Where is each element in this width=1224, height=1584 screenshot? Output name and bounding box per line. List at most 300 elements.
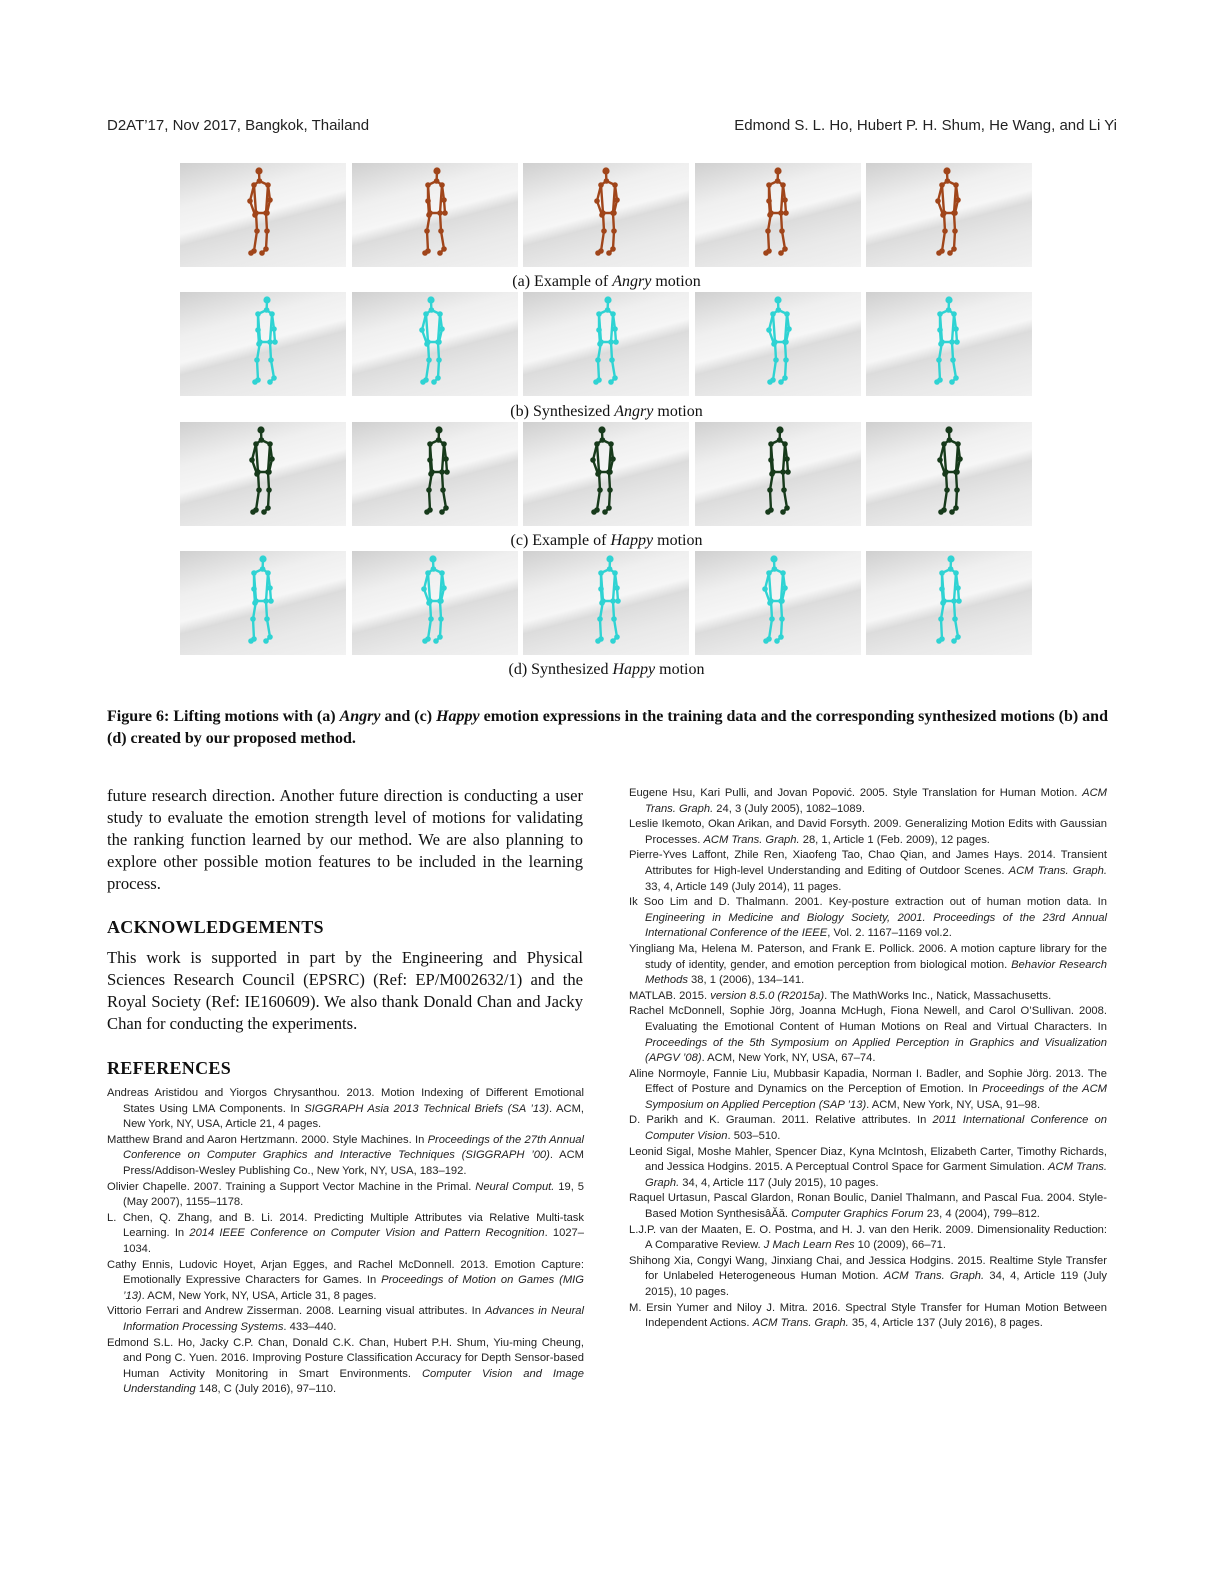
motion-frame-image <box>695 163 861 267</box>
skeleton-joint <box>612 182 618 188</box>
skeleton-joint <box>947 555 954 562</box>
skeleton-joint <box>775 178 781 184</box>
skeleton-joint <box>597 616 603 622</box>
skeleton-joint <box>606 505 612 511</box>
skeleton-joint <box>594 198 600 204</box>
skeleton-joint <box>422 250 428 256</box>
skeleton-joint <box>591 509 597 515</box>
skeleton-joint <box>778 250 784 256</box>
running-header-authors: Edmond S. L. Ho, Hubert P. H. Shum, He Wang, and Li Yi <box>734 117 1117 134</box>
skeleton-joint <box>769 616 775 622</box>
skeleton-joint <box>949 509 955 515</box>
skeleton-figure <box>866 422 1032 526</box>
skeleton-bone <box>256 490 259 510</box>
skeleton-joint <box>783 357 789 363</box>
skeleton-joint <box>953 505 959 511</box>
skeleton-joint <box>780 570 786 576</box>
skeleton-joint <box>263 598 269 604</box>
skeleton-joint <box>612 570 618 576</box>
skeleton-joint <box>429 469 435 475</box>
skeleton-joint <box>595 357 601 363</box>
skeleton-joint <box>611 616 617 622</box>
skeleton-joint <box>779 616 785 622</box>
motion-frame-image <box>352 551 518 655</box>
skeleton-joint <box>935 198 941 204</box>
skeleton-joint <box>943 167 950 174</box>
skeleton-bone <box>601 185 603 213</box>
skeleton-figure <box>866 551 1032 655</box>
skeleton-joint <box>267 634 273 640</box>
skeleton-joint <box>601 228 607 234</box>
skeleton-joint <box>955 197 961 203</box>
skeleton-joint <box>435 339 441 345</box>
skeleton-joint <box>774 638 780 644</box>
skeleton-joint <box>952 228 958 234</box>
skeleton-joint <box>937 457 943 463</box>
skeleton-bone <box>773 360 776 380</box>
skeleton-bone <box>769 573 771 601</box>
skeleton-joint <box>608 441 614 447</box>
skeleton-joint <box>255 469 261 475</box>
skeleton-joint <box>766 570 772 576</box>
skeleton-joint <box>249 457 255 463</box>
skeleton-joint <box>255 311 261 317</box>
motion-frame-image <box>695 422 861 526</box>
skeleton-bone <box>429 490 430 510</box>
skeleton-joint <box>429 307 435 313</box>
skeleton-joint <box>606 469 612 475</box>
skeleton-joint <box>422 638 428 644</box>
skeleton-bone <box>426 360 429 380</box>
skeleton-joint <box>437 311 443 317</box>
skeleton-bone <box>428 619 431 639</box>
skeleton-joint <box>264 307 270 313</box>
skeleton-joint <box>423 311 429 317</box>
skeleton-joint <box>427 296 434 303</box>
skeleton-joint <box>784 505 790 511</box>
reference-entry: Yingliang Ma, Helena M. Paterson, and Frank E. Pollick. 2006. A motion capture library for the study of identity, gender, and emotion perception from biological motion. Behavior Research Methods 38, 1 (2006), 134–141. <box>629 942 1107 987</box>
subfigure-row <box>180 292 1033 396</box>
skeleton-joint <box>766 182 772 188</box>
skeleton-joint <box>439 469 445 475</box>
skeleton-joint <box>936 250 942 256</box>
figure-caption: Figure 6: Lifting motions with (a) Angry and (c) Happy emotion expressions in the training data and the corresponding synthesized motions (b) and (d) created by our proposed method. <box>107 708 1108 747</box>
reference-entry: Matthew Brand and Aaron Hertzmann. 2000. Style Machines. In Proceedings of the 27th Annual Conference on Computer Graphics and Interactive Techniques (SIGGRAPH ’00). ACM Press/Addison-Wesley Publishing Co., New York, NY, USA, 183–192. <box>107 1133 584 1177</box>
skeleton-joint <box>610 456 616 462</box>
skeleton-joint <box>778 634 784 640</box>
skeleton-joint <box>271 326 277 332</box>
skeleton-joint <box>267 339 273 345</box>
skeleton-joint <box>259 555 266 562</box>
skeleton-joint <box>434 178 440 184</box>
motion-frame-image <box>352 292 518 396</box>
skeleton-joint <box>780 509 786 515</box>
skeleton-joint <box>784 456 790 462</box>
skeleton-figure <box>180 422 346 526</box>
subfigure-row <box>180 422 1033 526</box>
reference-entry: Rachel McDonnell, Sophie Jörg, Joanna McHugh, Fiona Newell, and Carol O’Sullivan. 2008. Evaluating the Emotional Content of Human Motions on Real and Virtual Characters. In Proceedings of the 5th Symposium on Applied Perception in Graphics and Visualization (APGV ’08). ACM, New York, NY, USA, 67–74. <box>629 1005 1107 1065</box>
skeleton-joint <box>955 585 961 591</box>
skeleton-joint <box>427 457 433 463</box>
subfigure-caption: (b) Synthesized Angry motion <box>510 403 703 420</box>
subfigure-caption: (a) Example of Angry motion <box>512 273 701 290</box>
skeleton-joint <box>608 379 614 385</box>
skeleton-figure <box>523 551 689 655</box>
skeleton-joint <box>614 585 620 591</box>
skeleton-joint <box>437 598 443 604</box>
references-left-column <box>107 1086 584 1398</box>
skeleton-bone <box>941 619 942 639</box>
skeleton-joint <box>934 379 940 385</box>
reference-entry: Andreas Aristidou and Yiorgos Chrysanthou. 2013. Motion Indexing of Different Emotional States Using LMA Components. In SIGGRAPH Asia 2013 Technical Briefs (SA ’13). ACM, New York, NY, USA, Article 21, 4 pages. <box>107 1087 585 1131</box>
skeleton-joint <box>950 357 956 363</box>
skeleton-joint <box>946 307 952 313</box>
skeleton-joint <box>785 469 791 475</box>
skeleton-joint <box>595 638 601 644</box>
skeleton-joint <box>254 357 260 363</box>
acknowledgements-heading: ACKNOWLEDGEMENTS <box>107 917 324 937</box>
acknowledgements-text: This work is supported in part by the Engineering and Physical Sciences Research Council (EPSRC) (Ref: EP/M002632/1) and the Royal Society (Ref: IE160609). We also thank Donald Chan and Jacky Chan for conducting the experiments. <box>107 948 583 1033</box>
skeleton-joint <box>953 326 959 332</box>
skeleton-joint <box>437 210 443 216</box>
subfigure-caption: (c) Example of Happy motion <box>510 532 703 549</box>
skeleton-joint <box>256 487 262 493</box>
skeleton-joint <box>939 586 945 592</box>
skeleton-joint <box>610 598 616 604</box>
skeleton-joint <box>768 457 774 463</box>
skeleton-joint <box>426 487 432 493</box>
skeleton-joint <box>252 379 258 385</box>
skeleton-joint <box>937 311 943 317</box>
skeleton-figure <box>352 163 518 267</box>
skeleton-joint <box>253 210 259 216</box>
skeleton-joint <box>766 198 772 204</box>
reference-entry: Shihong Xia, Congyi Wang, Jinxiang Chai, and Jessica Hodgins. 2015. Realtime Style Transfer for Unlabeled Heterogeneous Human Motion. ACM Trans. Graph. 34, 4, Article 119 (July 2015), 10 pages. <box>629 1254 1108 1298</box>
skeleton-joint <box>442 210 448 216</box>
skeleton-joint <box>606 555 613 562</box>
skeleton-joint <box>425 570 431 576</box>
skeleton-joint <box>595 250 601 256</box>
skeleton-joint <box>264 228 270 234</box>
skeleton-joint <box>786 326 792 332</box>
subfigure-row <box>180 163 1033 267</box>
skeleton-joint <box>610 311 616 317</box>
skeleton-joint <box>600 437 606 443</box>
skeleton-joint <box>610 638 616 644</box>
skeleton-joint <box>251 182 257 188</box>
skeleton-joint <box>251 570 257 576</box>
reference-entry: Leslie Ikemoto, Okan Arikan, and David Forsyth. 2009. Generalizing Motion Edits with Gaussian Processes. ACM Trans. Graph. 28, 1, Article 1 (Feb. 2009), 12 pages. <box>629 818 1107 846</box>
skeleton-joint <box>264 616 270 622</box>
skeleton-joint <box>939 570 945 576</box>
skeleton-joint <box>437 250 443 256</box>
motion-frame-image <box>695 551 861 655</box>
skeleton-joint <box>612 326 618 332</box>
skeleton-joint <box>265 505 271 511</box>
skeleton-joint <box>438 228 444 234</box>
skeleton-figure <box>180 163 346 267</box>
skeleton-joint <box>425 339 431 345</box>
skeleton-joint <box>782 339 788 345</box>
skeleton-bone <box>254 185 256 213</box>
skeleton-joint <box>247 198 253 204</box>
motion-frame-image <box>352 422 518 526</box>
skeleton-joint <box>260 566 266 572</box>
skeleton-joint <box>439 509 445 515</box>
skeleton-joint <box>444 469 450 475</box>
reference-entry: M. Ersin Yumer and Niloy J. Mitra. 2016. Spectral Style Transfer for Human Motion Between Independent Actions. ACM Trans. Graph. 35, 4, Article 137 (July 2016), 8 pages. <box>629 1301 1107 1330</box>
skeleton-joint <box>955 634 961 640</box>
skeleton-joint <box>613 339 619 345</box>
skeleton-joint <box>778 379 784 385</box>
skeleton-joint <box>248 638 254 644</box>
motion-frame-image <box>866 292 1032 396</box>
reference-entry: Aline Normoyle, Fannie Liu, Mubbasir Kapadia, Norman I. Badler, and Sophie Jörg. 2013. The Effect of Posture and Dynamics on the Perception of Emotion. In Proceedings of the ACM Symposium on Applied Perception (SAP ’13). ACM, New York, NY, USA, 91–98. <box>629 1067 1107 1111</box>
skeleton-joint <box>596 469 602 475</box>
skeleton-joint <box>596 327 602 333</box>
skeleton-joint <box>762 586 768 592</box>
reference-entry: Ik Soo Lim and D. Thalmann. 2001. Key-posture extraction out of human motion data. In Engineering in Medicine and Biology Society, 2001. Proceedings of the 23rd Annual International Conference of the IEEE, Vol. 2. 1167–1169 vol.2. <box>629 896 1107 940</box>
skeleton-joint <box>259 250 265 256</box>
skeleton-joint <box>605 307 611 313</box>
skeleton-joint <box>607 566 613 572</box>
skeleton-joint <box>598 586 604 592</box>
motion-frame-image <box>180 422 346 526</box>
motion-frame-image <box>866 551 1032 655</box>
skeleton-joint <box>441 441 447 447</box>
skeleton-joint <box>263 210 269 216</box>
reference-entry: Edmond S.L. Ho, Jacky C.P. Chan, Donald C.K. Chan, Hubert P.H. Shum, Yiu-ming Cheung, and Pong C. Yuen. 2016. Improving Posture Classification Accuracy for Depth Sensor-based Human Activity Monitoring in Smart Environments. Computer Vision and Image Understanding 148, C (July 2016), 97–110. <box>107 1336 584 1396</box>
skeleton-bone <box>601 231 604 251</box>
skeleton-joint <box>941 210 947 216</box>
skeleton-joint <box>425 182 431 188</box>
skeleton-joint <box>782 441 788 447</box>
skeleton-joint <box>953 469 959 475</box>
skeleton-joint <box>953 182 959 188</box>
reference-entry: D. Parikh and K. Grauman. 2011. Relative attributes. In 2011 International Conference on Computer Vision. 503–510. <box>629 1114 1108 1143</box>
skeleton-joint <box>427 598 433 604</box>
skeleton-joint <box>255 327 261 333</box>
skeleton-bone <box>942 185 944 213</box>
skeleton-joint <box>265 570 271 576</box>
skeleton-joint <box>770 311 776 317</box>
skeleton-joint <box>250 616 256 622</box>
skeleton-joint <box>956 598 962 604</box>
skeleton-joint <box>610 210 616 216</box>
motion-frame-image <box>352 163 518 267</box>
skeleton-bone <box>253 619 254 639</box>
skeleton-bone <box>939 360 940 380</box>
skeleton-joint <box>441 197 447 203</box>
skeleton-bone <box>600 619 601 639</box>
skeleton-joint <box>954 487 960 493</box>
skeleton-joint <box>267 441 273 447</box>
skeleton-joint <box>612 375 618 381</box>
skeleton-joint <box>939 339 945 345</box>
skeleton-figure <box>866 292 1032 396</box>
skeleton-joint <box>424 228 430 234</box>
skeleton-joint <box>433 167 440 174</box>
skeleton-joint <box>602 509 608 515</box>
skeleton-joint <box>945 296 952 303</box>
skeleton-joint <box>783 210 789 216</box>
skeleton-joint <box>419 327 425 333</box>
skeleton-joint <box>776 426 783 433</box>
skeleton-joint <box>425 198 431 204</box>
skeleton-joint <box>951 638 957 644</box>
skeleton-joint <box>784 311 790 317</box>
skeleton-joint <box>951 246 957 252</box>
skeleton-joint <box>938 616 944 622</box>
skeleton-joint <box>607 487 613 493</box>
skeleton-joint <box>266 487 272 493</box>
skeleton-joint <box>780 182 786 188</box>
skeleton-joint <box>949 379 955 385</box>
skeleton-figure <box>180 551 346 655</box>
motion-frame-image <box>695 292 861 396</box>
skeleton-joint <box>614 197 620 203</box>
skeleton-joint <box>606 250 612 256</box>
skeleton-bone <box>944 490 947 510</box>
skeleton-joint <box>257 339 263 345</box>
skeleton-joint <box>772 566 778 572</box>
skeleton-joint <box>944 487 950 493</box>
skeleton-joint <box>420 379 426 385</box>
skeleton-joint <box>598 339 604 345</box>
skeleton-joint <box>941 441 947 447</box>
skeleton-joint <box>267 585 273 591</box>
skeleton-joint <box>268 598 274 604</box>
reference-entry: Leonid Sigal, Moshe Mahler, Spencer Diaz, Kyna McIntosh, Elizabeth Carter, Timothy Richards, and Jessica Hodgins. 2015. A Perceptual Control Space for Garment Simulation. ACM Trans. Graph. 34, 4, Article 117 (July 2015), 10 pages. <box>629 1145 1107 1189</box>
skeleton-joint <box>943 469 949 475</box>
skeleton-joint <box>598 570 604 576</box>
skeleton-joint <box>778 598 784 604</box>
skeleton-joint <box>255 167 262 174</box>
skeleton-bone <box>769 619 772 639</box>
skeleton-joint <box>776 307 782 313</box>
skeleton-figure <box>523 292 689 396</box>
skeleton-joint <box>953 375 959 381</box>
reference-entry: L.J.P. van der Maaten, E. O. Postma, and H. J. van den Herik. 2009. Dimensionality Reduction: A Comparative Review. J Mach Learn Res 10 (2009), 66–71. <box>629 1223 1107 1252</box>
skeleton-joint <box>782 197 788 203</box>
skeleton-joint <box>780 469 786 475</box>
skeleton-joint <box>431 566 437 572</box>
skeleton-joint <box>945 426 952 433</box>
skeleton-joint <box>250 509 256 515</box>
skeleton-figure <box>695 422 861 526</box>
skeleton-joint <box>441 585 447 591</box>
skeleton-bone <box>254 231 257 251</box>
skeleton-joint <box>265 182 271 188</box>
motion-frame-image <box>523 422 689 526</box>
skeleton-joint <box>948 566 954 572</box>
skeleton-bone <box>426 314 428 342</box>
skeleton-joint <box>767 379 773 385</box>
body-paragraph-future-work: future research direction. Another future direction is conducting a user study to evaluate the emotion strength level of motions for validating the ranking function learned by our method. We are also planning to explore other possible motion features to be included in the learning process. <box>107 786 583 893</box>
skeleton-bone <box>428 573 430 601</box>
skeleton-joint <box>271 375 277 381</box>
skeleton-bone <box>773 314 775 342</box>
skeleton-joint <box>594 441 600 447</box>
skeleton-joint <box>782 585 788 591</box>
skeleton-joint <box>269 311 275 317</box>
motion-frame-image <box>523 163 689 267</box>
skeleton-bone <box>598 360 599 380</box>
skeleton-joint <box>782 246 788 252</box>
skeleton-joint <box>600 598 606 604</box>
skeleton-joint <box>781 487 787 493</box>
skeleton-joint <box>604 178 610 184</box>
skeleton-joint <box>436 357 442 363</box>
skeleton-joint <box>597 487 603 493</box>
skeleton-joint <box>947 250 953 256</box>
skeleton-joint <box>426 357 432 363</box>
skeleton-joint <box>770 555 777 562</box>
skeleton-bone <box>597 444 599 472</box>
motion-frame-image <box>180 292 346 396</box>
skeleton-joint <box>438 616 444 622</box>
reference-entry: Pierre-Yves Laffont, Zhile Ren, Xiaofeng Tao, Chao Qian, and James Hays. 2014. Transient Attributes for High-level Understanding and Editing of Outdoor Scenes. ACM Trans. Graph. 33, 4, Article 149 (July 2014), 11 pages. <box>629 849 1107 893</box>
skeleton-joint <box>429 555 436 562</box>
skeleton-bone <box>770 490 771 510</box>
skeleton-joint <box>263 246 269 252</box>
skeleton-bone <box>944 444 946 472</box>
skeleton-joint <box>433 638 439 644</box>
reference-entry: Raquel Urtasun, Pascal Glardon, Ronan Boulic, Daniel Thalmann, and Pascal Fua. 2004. Style-Based Motion SynthesisâĂă. Computer Graphics Forum 23, 4 (2004), 799–812. <box>629 1192 1107 1221</box>
skeleton-joint <box>596 311 602 317</box>
skeleton-joint <box>765 228 771 234</box>
motion-frame-image <box>523 292 689 396</box>
skeleton-joint <box>435 375 441 381</box>
skeleton-joint <box>436 437 442 443</box>
skeleton-joint <box>263 638 269 644</box>
skeleton-joint <box>615 598 621 604</box>
references-heading: REFERENCES <box>107 1058 232 1078</box>
skeleton-joint <box>938 509 944 515</box>
motion-frame-image <box>523 551 689 655</box>
skeleton-figure <box>866 163 1032 267</box>
skeleton-joint <box>259 437 265 443</box>
skeleton-joint <box>602 167 609 174</box>
skeleton-joint <box>435 426 442 433</box>
skeleton-bone <box>257 360 258 380</box>
skeleton-joint <box>443 456 449 462</box>
skeleton-joint <box>949 339 955 345</box>
skeleton-joint <box>951 210 957 216</box>
skeleton-joint <box>261 509 267 515</box>
skeleton-joint <box>763 250 769 256</box>
skeleton-bone <box>256 444 258 472</box>
reference-entry: Vittorio Ferrari and Andrew Zisserman. 2008. Learning visual attributes. In Advances in Neural Information Processing Systems. 433–440. <box>107 1305 584 1333</box>
skeleton-figure <box>523 163 689 267</box>
reference-entry: Eugene Hsu, Kari Pulli, and Jovan Popović. 2005. Style Translation for Human Motion. ACM Trans. Graph. 24, 3 (July 2005), 1082–1089. <box>629 787 1107 815</box>
skeleton-joint <box>608 339 614 345</box>
skeleton-joint <box>941 598 947 604</box>
skeleton-figure <box>352 292 518 396</box>
skeleton-joint <box>253 441 259 447</box>
skeleton-joint <box>951 311 957 317</box>
skeleton-joint <box>936 638 942 644</box>
motion-frame-image <box>180 163 346 267</box>
skeleton-joint <box>774 167 781 174</box>
subfigure-caption: (d) Synthesized Happy motion <box>508 661 705 678</box>
skeleton-joint <box>600 210 606 216</box>
skeleton-joint <box>768 210 774 216</box>
skeleton-joint <box>952 616 958 622</box>
skeleton-joint <box>772 339 778 345</box>
skeleton-joint <box>439 182 445 188</box>
skeleton-bone <box>768 231 769 251</box>
